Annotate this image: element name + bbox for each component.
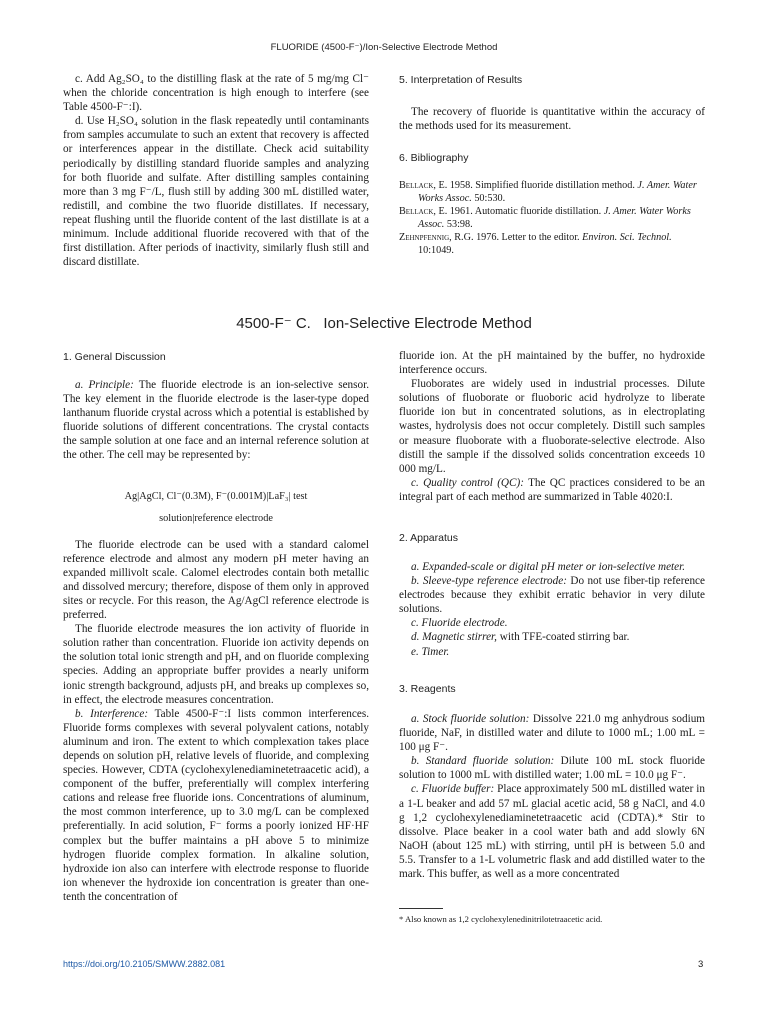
apparatus-heading: 2. Apparatus [399,532,458,544]
section-title: 4500-F⁻ C. Ion-Selective Electrode Method [236,315,532,332]
principle-paragraph: a. Principle: The fluoride electrode is an ion-selective sensor. The key element in the fluoride electrode is the laser-type doped lanthanum fluoride crystal across which a potential is established by fluoride solutions of different concentrations. The crystal contacts the sample solution at one face and an internal reference solution at the other. The cell may be represented by: [63,379,369,462]
running-header: FLUORIDE (4500-F⁻)/Ion-Selective Electrode Method [270,42,498,53]
qc-paragraph: c. Quality control (QC): The QC practices considered to be an integral part of each method are summarized in Table 4020:I. [399,476,705,503]
interpretation-heading: 5. Interpretation of Results [399,74,523,86]
apparatus-item-a: a. Expanded-scale or digital pH meter or ion-selective meter. [411,561,686,573]
left-column [63,378,369,904]
cell-equation-line1: Ag|AgCl, Cl⁻(0.3M), F⁻(0.001M)|LaF₃| test [124,490,308,502]
bibliography-list [399,179,705,257]
apparatus-item-b: b. Sleeve-type reference electrode: Do not use fiber-tip reference electrodes because they exhibit erratic behavior in very dilute solutions. [399,575,705,616]
reagent-a: a. Stock fluoride solution: Dissolve 221.0 mg anhydrous sodium fluoride, NaF, in distilled water and dilute to 1000 mL; 1.00 mL = 100 μg F⁻. [399,713,705,754]
hydroxide-continuation: fluoride ion. At the pH maintained by the buffer, no hydroxide interference occurs. [399,350,705,377]
reagent-c: c. Fluoride buffer: Place approximately 500 mL distilled water in a 1-L beaker and add 57 mL glacial acetic acid, 58 g NaCl, and 4.0 g 1,2 cyclohexylenediaminetetraacetic acid (CDTA).* Stir to dissolve. Place beaker in a cool water bath and add slowly 6N NaOH (about 125 mL) with stirring, until pH is between 5.0 and 5.5. Transfer to a 1-L volumetric flask and add distilled water to the mark. This buffer, as well as a more concentrated [399,783,705,881]
reagents-heading: 3. Reagents [399,683,456,695]
interpretation-text: The recovery of fluoride is quantitative within the accuracy of the methods used for its measurement. [399,106,705,133]
apparatus-item-c: c. Fluoride electrode. [411,617,508,630]
bib-entry: Bellack, E. 1958. Simplified fluoride distillation method. J. Amer. Water Works Assoc. 50:530. [399,180,697,204]
footnote-rule [399,908,443,909]
distill-para-c: c. Add Ag₂SO₄ to the distilling flask at the rate of 5 mg/mg Cl⁻ when the chloride concentration is high enough to interfere (see Table 4500-F⁻:I). [63,73,369,114]
reagent-b: b. Standard fluoride solution: Dilute 100 mL stock fluoride solution to 1000 mL with distilled water; 1.00 mL = 10.0 μg F⁻. [399,755,705,782]
fluoborates-paragraph: Fluoborates are widely used in industrial processes. Dilute solutions of fluoborate or fluoboric acid hydrolyze to liberate fluoride ion but in concentrated solutions, as in electroplating wastes, hydrolysis does not occur completely. Distill such samples or measure fluoborate with a fluoborate-selective electrode. Also distill the sample if the dissolved solids concentration exceeds 10 000 mg/L. [399,378,705,475]
page-number: 3 [698,959,704,970]
cell-equation-line2: solution|reference electrode [159,512,273,524]
general-discussion-heading: 1. General Discussion [63,351,166,363]
bib-entry: Zehnpfennig, R.G. 1976. Letter to the editor. Environ. Sci. Technol. 10:1049. [399,232,672,256]
apparatus-item-d: d. Magnetic stirrer, with TFE-coated stirring bar. [411,631,630,644]
bib-entry: Bellack, E. 1961. Automatic fluoride distillation. J. Amer. Water Works Assoc. 53:98. [399,206,691,230]
top-left-column [63,72,369,269]
doi-link[interactable]: https://doi.org/10.2105/SMWW.2882.081 [63,959,226,969]
right-column [399,349,705,504]
apparatus-item-e: e. Timer. [411,645,450,658]
distill-para-d: d. Use H₂SO₄ solution in the flask repeatedly until contaminants from samples accumulate to such an extent that recovery is affected or interferences appear in the distillate. Check acid suitability periodically by distilling standard fluoride samples and analyzing for both fluoride and sulfate. After distilling samples containing more than 3 mg F⁻/L, flush still by adding 300 mL distilled water, redistill, and combine the two fluoride distillates. If necessary, repeat flushing until the fluoride content of the last distillate is at a minimum. Include additional fluoride recovered with that of the first distillation. After periods of inactivity, similarly flush still and discard distillate. [63,115,369,269]
activity-paragraph: The fluoride electrode measures the ion activity of fluoride in solution rather than concentration. Fluoride ion activity depends on the solution total ionic strength and pH, and on fluoride complexing species. Adding an appropriate buffer provides a nearly uniform ionic strength background, adjusts pH, and breaks up complexes so, in effect, the electrode measures concentration. [63,623,369,706]
interference-paragraph: b. Interference: Table 4500-F⁻:I lists common interferences. Fluoride forms complexes with several polyvalent cations, notably aluminum and iron. The extent to which complexation takes place depends on solution pH, relative levels of fluoride, and complexing species. However, CDTA (cyclohexylenediaminetetraacetic acid), a component of the buffer, preferentially will complex interfering cations and release free fluoride ions. Concentrations of aluminum, the most common interference, up to 3.0 mg/L can be complexed preferentially. In acid solution, F⁻ forms a poorly ionized HF·HF complex but the buffer maintains a pH above 5 to minimize hydrogen fluoride complex formation. In alkaline solution, hydroxide ion also can interfere with electrode response to fluoride ion whenever the hydroxide ion concentration is greater than one-tenth the concentration of [63,707,369,903]
bibliography-heading: 6. Bibliography [399,152,469,164]
footnote: * Also known as 1,2 cyclohexylenedinitrilotetraacetic acid. [399,914,603,924]
calomel-paragraph: The fluoride electrode can be used with a standard calomel reference electrode and almost any modern pH meter having an expanded millivolt scale. Calomel electrodes contain both metallic and dissolved mercury; therefore, dispose of them only in approved sites or recycle. For this reason, the Ag/AgCl reference electrode is preferred. [63,538,369,622]
